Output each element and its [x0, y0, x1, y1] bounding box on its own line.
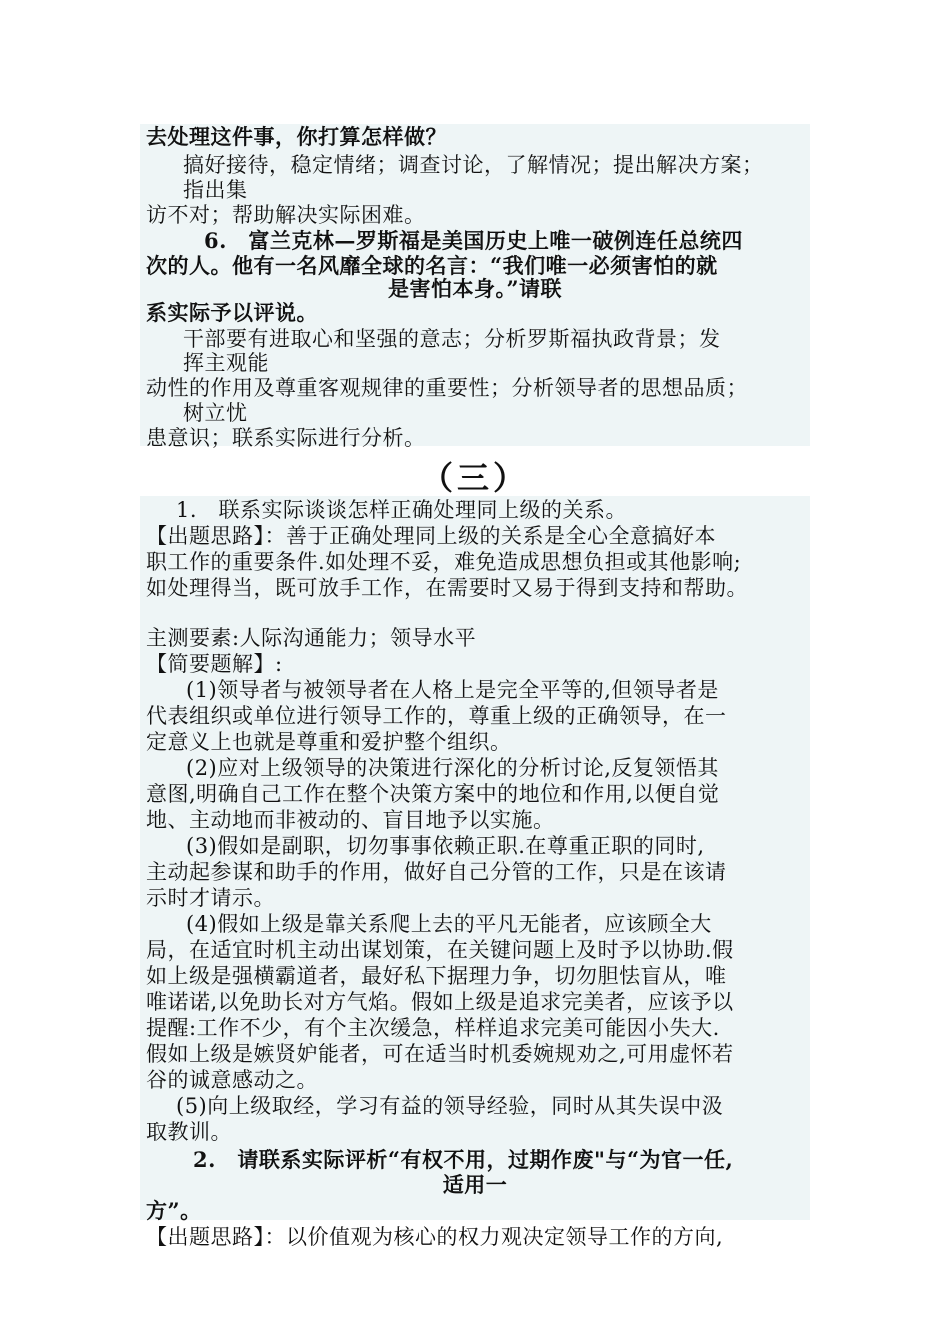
answer-point-3: 示时才请示。	[146, 886, 275, 910]
answer-6-line: 挥主观能	[183, 351, 269, 375]
test-factors: 主测要素:人际沟通能力；领导水平	[146, 626, 477, 650]
answer-point-2: (2)应对上级领导的决策进行深化的分析讨论,反复领悟其	[186, 756, 719, 780]
answer-point-4: 唯诺诺,以免助长对方气焰。假如上级是追求完美者，应该予以	[146, 990, 734, 1014]
answer-point-3: (3)假如是副职，切勿事事依赖正职.在尊重正职的同时,	[186, 834, 705, 858]
answer-point-2: 意图,明确自己工作在整个决策方案中的地位和作用,以便自觉	[146, 782, 720, 806]
answer-6-line: 动性的作用及尊重客观规律的重要性；分析领导者的思想品质；	[146, 376, 748, 400]
question-5-tail: 去处理这件事，你打算怎样做？	[146, 124, 447, 149]
answer-point-3: 主动起参谋和助手的作用，做好自己分管的工作，只是在该请	[146, 860, 727, 884]
answer-6-line: 干部要有进取心和坚强的意志；分析罗斯福执政背景；发	[183, 327, 721, 351]
answer-point-4: 假如上级是嫉贤妒能者，可在适当时机委婉规劝之,可用虚怀若	[146, 1042, 734, 1066]
question-1: 1. 联系实际谈谈怎样正确处理同上级的关系。	[176, 498, 628, 522]
answer-5-line: 访不对；帮助解决实际困难。	[146, 203, 426, 227]
answer-label: 【简要题解】:	[146, 652, 283, 676]
section-heading: （三）	[420, 459, 529, 497]
answer-point-4: 谷的诚意感动之。	[146, 1068, 318, 1092]
question-6-line: 是害怕本身。”请联	[387, 276, 563, 301]
answer-point-5: 取教训。	[146, 1120, 232, 1144]
answer-point-4: (4)假如上级是靠关系爬上去的平凡无能者，应该顾全大	[186, 912, 712, 936]
answer-point-1: 定意义上也就是尊重和爱护整个组织。	[146, 730, 512, 754]
idea-line: 职工作的重要条件.如处理不妥，难免造成思想负担或其他影响;	[146, 550, 742, 574]
question-6-line: 次的人。他有一名风靡全球的名言：“我们唯一必须害怕的就	[146, 253, 718, 278]
question-6-line: 系实际予以评说。	[146, 300, 318, 325]
answer-point-5: (5)向上级取经，学习有益的领导经验，同时从其失误中汲	[176, 1094, 724, 1118]
idea-line: 【出题思路】：以价值观为核心的权力观决定领导工作的方向,	[146, 1225, 724, 1249]
answer-point-4: 如上级是强横霸道者，最好私下据理力争，切勿胆怯盲从，唯	[146, 964, 727, 988]
answer-point-2: 地、主动地而非被动的、盲目地予以实施。	[146, 808, 555, 832]
answer-point-4: 局，在适宜时机主动出谋划策，在关键问题上及时予以协助.假	[146, 938, 734, 962]
question-2-line: 适用一	[442, 1172, 508, 1197]
question-2-line: 方”。	[146, 1198, 202, 1223]
idea-line: 如处理得当，既可放手工作，在需要时又易于得到支持和帮助。	[146, 576, 748, 600]
answer-6-line: 患意识；联系实际进行分析。	[146, 426, 426, 450]
answer-5-line: 指出集	[183, 178, 248, 202]
question-2-line: 2. 请联系实际评析“有权不用，过期作废"与“为官一任,	[193, 1147, 734, 1172]
answer-point-4: 提醒:工作不少，有个主次缓急，样样追求完美可能因小失大.	[146, 1016, 720, 1040]
question-6-line: 6. 富兰克林—罗斯福是美国历史上唯一破例连任总统四	[204, 228, 743, 253]
answer-6-line: 树立忧	[183, 401, 248, 425]
idea-line: 【出题思路】：善于正确处理同上级的关系是全心全意搞好本	[146, 524, 716, 548]
answer-5-line: 搞好接待，稳定情绪；调查讨论，了解情况；提出解决方案；	[183, 153, 764, 177]
answer-point-1: (1)领导者与被领导者在人格上是完全平等的,但领导者是	[186, 678, 719, 702]
answer-point-1: 代表组织或单位进行领导工作的，尊重上级的正确领导，在一	[146, 704, 727, 728]
